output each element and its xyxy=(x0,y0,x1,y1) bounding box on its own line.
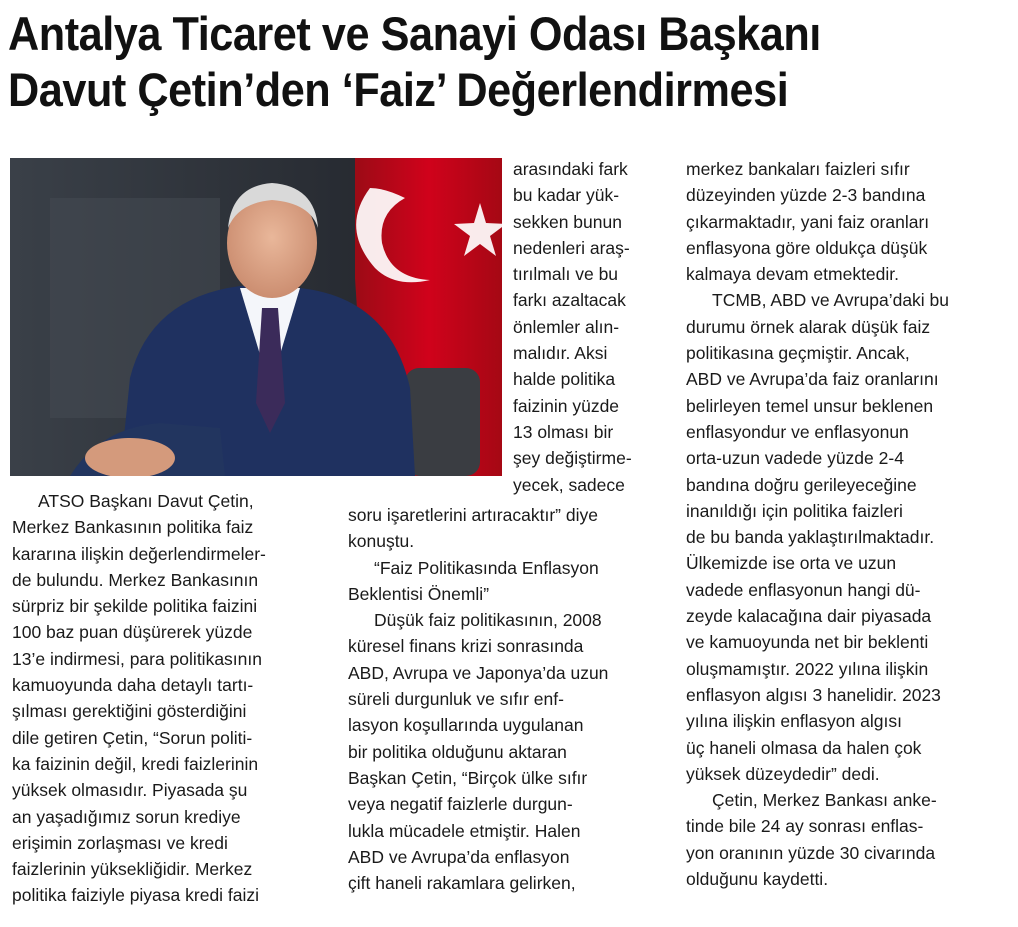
column-1-line: erişimin zorlaşması ve kredi xyxy=(12,832,228,853)
column-3-line: belirleyen temel unsur beklenen xyxy=(686,395,934,416)
column-2-line: 13 olması bir xyxy=(513,421,614,442)
column-3-line: TCMB, ABD ve Avrupa’daki bu xyxy=(712,290,950,311)
column-3-line: politikasına geçmiştir. Ancak, xyxy=(686,343,910,364)
column-3-line: enflasyon algısı 3 hanelidir. 2023 xyxy=(686,684,941,705)
column-1-line: 100 baz puan düşürerek yüzde xyxy=(12,622,253,643)
column-3-line: düzeyinden yüzde 2-3 bandına xyxy=(686,185,926,206)
headline-line-2: Davut Çetin’den ‘Faiz’ Değerlendirmesi xyxy=(8,63,789,116)
column-3-line: merkez bankaları faizleri sıfır xyxy=(686,159,910,179)
column-3-line: yılına ilişkin enflasyon algısı xyxy=(686,711,902,732)
column-1-line: ka faizinin değil, kredi faizlerinin xyxy=(12,753,259,774)
column-2-line: ABD, Avrupa ve Japonya’da uzun xyxy=(348,662,609,683)
subheading: “Faiz Politikasında Enflasyon xyxy=(374,557,599,578)
column-1-line: de bulundu. Merkez Bankasının xyxy=(12,569,259,590)
column-3-line: tinde bile 24 ay sonrası enflas- xyxy=(686,816,924,837)
column-3-line: Ülkemizde ise orta ve uzun xyxy=(686,553,897,574)
column-2-line: çift haneli rakamlara gelirken, xyxy=(348,873,576,894)
column-3-line: çıkarmaktadır, yani faiz oranları xyxy=(686,211,930,232)
column-3-line: de bu banda yaklaştırılmaktadır. xyxy=(686,527,935,548)
column-2-line: küresel finans krizi sonrasında xyxy=(348,636,584,657)
column-2-line: Başkan Çetin, “Birçok ülke sıfır xyxy=(348,767,588,788)
column-1-line: an yaşadığımız sorun krediye xyxy=(12,806,241,827)
column-1-line: 13’e indirmesi, para politikasının xyxy=(12,648,262,669)
column-3-line: Çetin, Merkez Bankası anke- xyxy=(712,790,937,811)
column-3-line: yüksek düzeydedir” dedi. xyxy=(686,763,880,784)
column-1-line: ATSO Başkanı Davut Çetin, xyxy=(38,491,254,511)
column-3-line: orta-uzun vadede yüzde 2-4 xyxy=(686,448,904,469)
column-2-line: farkı azaltacak xyxy=(513,290,626,311)
column-1-line: kamuoyunda daha detaylı tartı- xyxy=(12,675,254,696)
column-2-line: bir politika olduğunu aktaran xyxy=(348,741,567,762)
portrait-photo xyxy=(10,158,502,476)
column-2-line: Düşük faiz politikasının, 2008 xyxy=(374,610,602,631)
column-2-line: lasyon koşullarında uygulanan xyxy=(348,715,584,736)
subheading: Beklentisi Önemli” xyxy=(348,583,490,604)
column-2-line: tırılmalı ve bu xyxy=(513,264,619,285)
column-2-line: süreli durgunluk ve sıfır enf- xyxy=(348,689,564,710)
portrait-illustration xyxy=(10,158,502,476)
column-3 xyxy=(686,156,1011,892)
column-2-top xyxy=(513,156,673,498)
column-2-bottom xyxy=(348,502,673,896)
column-3-line: ABD ve Avrupa’da faiz oranlarını xyxy=(686,369,939,390)
column-3-line: enflasyona göre oldukça düşük xyxy=(686,237,928,258)
column-2-line: yecek, sadece xyxy=(513,474,625,495)
column-1-line: kararına ilişkin değerlendirmeler- xyxy=(12,543,266,564)
column-3-line: üç haneli olmasa da halen çok xyxy=(686,737,922,758)
column-1-line: Merkez Bankasının politika faiz xyxy=(12,517,254,538)
column-1-line: yüksek olmasıdır. Piyasada şu xyxy=(12,780,248,801)
column-3-line: kalmaya devam etmektedir. xyxy=(686,264,900,285)
column-2-line: soru işaretlerini artıracaktır” diye xyxy=(348,505,598,525)
column-1-line: şılması gerektiğini gösterdiğini xyxy=(12,701,247,722)
column-2-line: arasındaki fark xyxy=(513,159,628,179)
column-2-line: halde politika xyxy=(513,369,616,390)
column-3-line: zeyde kalacağına dair piyasada xyxy=(686,606,932,627)
column-1-line: dile getiren Çetin, “Sorun politi- xyxy=(12,727,253,748)
column-3-line: vadede enflasyonun hangi dü- xyxy=(686,579,921,600)
column-3-line: oluşmamıştır. 2022 yılına ilişkin xyxy=(686,658,929,679)
column-3-line: durumu örnek alarak düşük faiz xyxy=(686,316,931,337)
column-2-line: lukla mücadele etmiştir. Halen xyxy=(348,820,581,841)
column-3-line: olduğunu kaydetti. xyxy=(686,869,829,890)
column-1-line: faizlerinin yüksekliğidir. Merkez xyxy=(12,859,253,880)
column-2-line: malıdır. Aksi xyxy=(513,343,608,364)
column-2-line: konuştu. xyxy=(348,531,415,552)
column-3-line: yon oranının yüzde 30 civarında xyxy=(686,842,936,863)
column-2-line: sekken bunun xyxy=(513,211,622,232)
column-2-line: şey değiştirme- xyxy=(513,448,632,469)
column-2-line: faizinin yüzde xyxy=(513,395,620,416)
column-3-line: inanıldığı için politika faizleri xyxy=(686,500,903,521)
column-2-line: ABD ve Avrupa’da enflasyon xyxy=(348,846,570,867)
column-1-line: sürpriz bir şekilde politika faizini xyxy=(12,596,258,617)
column-3-line: ve kamuoyunda net bir beklenti xyxy=(686,632,929,653)
headline-line-1: Antalya Ticaret ve Sanayi Odası Başkanı xyxy=(8,7,821,60)
column-2-line: önlemler alın- xyxy=(513,316,620,337)
column-1 xyxy=(12,488,332,909)
headline xyxy=(8,6,930,118)
column-2-line: nedenleri araş- xyxy=(513,237,630,258)
column-2-line: veya negatif faizlerle durgun- xyxy=(348,794,573,815)
column-1-line: politika faiziyle piyasa kredi faizi xyxy=(12,885,260,906)
column-3-line: enflasyondur ve enflasyonun xyxy=(686,421,909,442)
column-2-line: bu kadar yük- xyxy=(513,185,620,206)
column-3-line: bandına doğru gerileyeceğine xyxy=(686,474,917,495)
